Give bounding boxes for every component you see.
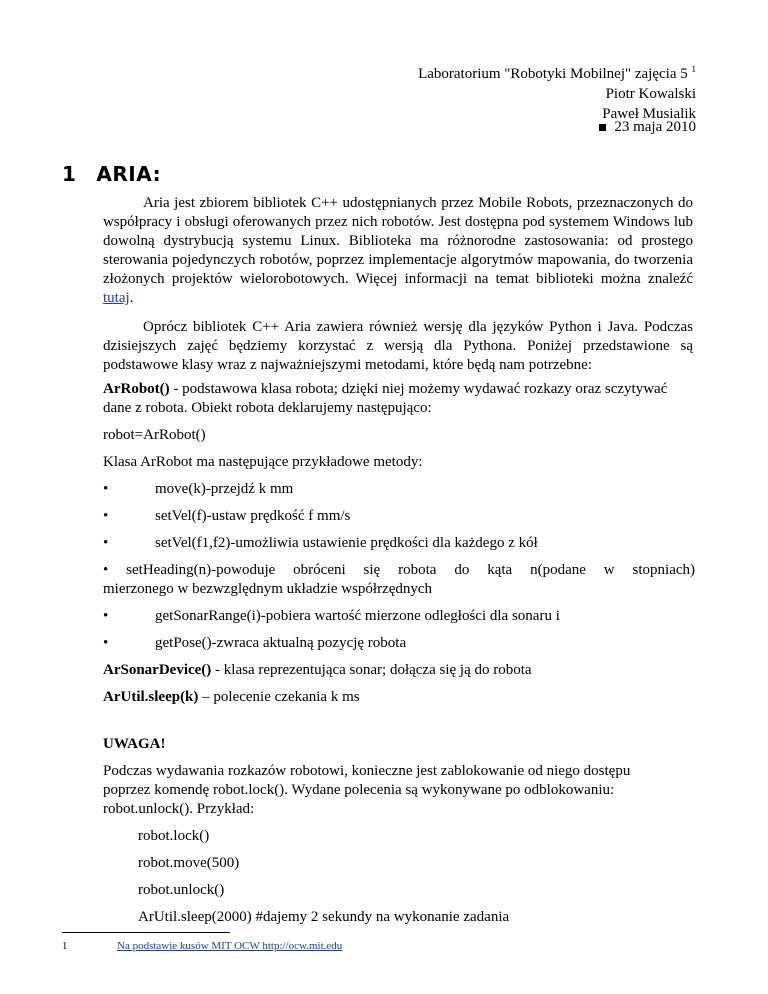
code-line: robot.move(500) <box>138 855 240 871</box>
robot-declaration: robot=ArRobot() <box>103 427 206 443</box>
bullet-icon: • <box>103 608 109 624</box>
code-line: ArUtil.sleep(2000) #dajemy 2 sekundy na wykonanie zadania <box>138 909 510 925</box>
list-item: • move(k)-przejdź k mm <box>103 481 294 497</box>
sleep-line: ArUtil.sleep(k) – polecenie czekania k ms <box>103 689 360 705</box>
list-item: • getSonarRange(i)-pobiera wartość mierzone odległości dla sonaru i <box>103 608 560 624</box>
paragraph-classes: Oprócz bibliotek C++ Aria zawiera również wersję dla języków Python i Java. Podczas dzisiejszych zajęć będziemy korzystać z wersją dla Pythona. Poniżej przedstawione są podstawowe klasy wraz z najważniejszymi metodami, które będą nam potrzebne: <box>103 319 693 373</box>
code-line: robot.lock() <box>138 828 210 844</box>
bullet-icon: • <box>103 508 109 524</box>
list-item: • setVel(f)-ustaw prędkość f mm/s <box>103 508 351 524</box>
bullet-icon: • <box>103 635 109 651</box>
footnote-separator <box>62 932 230 933</box>
code-line: robot.unlock() <box>138 882 225 898</box>
header-date: 23 maja 2010 <box>599 117 696 137</box>
more-info-link[interactable]: tutaj <box>103 290 130 306</box>
warning-line-1: Podczas wydawania rozkazów robotowi, konieczne jest zablokowanie od niego dostępu <box>103 763 631 779</box>
bullet-icon: • <box>103 562 109 578</box>
list-item-continuation: mierzonego w bezwzględnym układzie współrzędnych <box>103 581 433 597</box>
list-item: • setVel(f1,f2)-umożliwia ustawienie prędkości dla każdego z kół <box>103 535 538 551</box>
bullet-icon: • <box>103 535 109 551</box>
footnote-number: 1 <box>62 940 68 952</box>
footnote-link[interactable]: Na podstawie kusów MIT OCW http://ocw.mit.edu <box>117 940 343 952</box>
warning-line-3: robot.unlock(). Przykład: <box>103 801 255 817</box>
sleep-function-name: ArUtil.sleep(k) <box>103 689 199 705</box>
section-number: 1 <box>62 162 77 186</box>
header-author-1: Piotr Kowalski <box>605 86 696 102</box>
list-item: • getPose()-zwraca aktualną pozycję robota <box>103 635 407 651</box>
arrobot-line-2: dane z robota. Obiekt robota deklarujemy następująco: <box>103 400 432 416</box>
list-item: • setHeading(n)-powoduje obróceni się robota do kąta n(podane w stopniach) <box>103 562 696 578</box>
warning-line-2: poprzez komendę robot.lock(). Wydane polecenia są wykonywane po odblokowaniu: <box>103 782 615 798</box>
warning-title: UWAGA! <box>103 736 166 752</box>
methods-intro: Klasa ArRobot ma następujące przykładowe metody: <box>103 454 423 470</box>
square-bullet-icon <box>599 124 606 131</box>
sonar-line: ArSonarDevice() - klasa reprezentująca sonar; dołącza się ją do robota <box>103 662 532 678</box>
arrobot-line-1: ArRobot() - podstawowa klasa robota; dzięki niej możemy wydawać rozkazy oraz sczytywać <box>103 381 668 397</box>
sonar-class-name: ArSonarDevice() <box>103 662 212 678</box>
header-author-2: Paweł Musialik <box>602 106 696 122</box>
paragraph-intro: Aria jest zbiorem bibliotek C++ udostępnianych przez Mobile Robots, przeznaczonych do współpracy i obsługi oferowanych przez nich robotów. Jest dostępna pod systemem Windows lub dowolną dystrybucją systemu Linux. Biblioteka ma różnorodne zastosowania: od prostego sterowania pojedynczych robotów, poprzez implementacje algorytmów mapowania, do tworzenia złożonych projektów wielorobotowych. Więcej informacji na temat biblioteki można znaleźć tutaj. <box>103 195 693 306</box>
bullet-icon: • <box>103 481 109 497</box>
section-heading <box>62 162 161 186</box>
footnote-reference[interactable]: 1 <box>691 64 696 74</box>
section-title: ARIA: <box>96 162 162 186</box>
arrobot-class-name: ArRobot() <box>103 381 170 397</box>
header-title: Laboratorium "Robotyki Mobilnej" zajęcia 5 $^1$ <box>418 64 696 82</box>
